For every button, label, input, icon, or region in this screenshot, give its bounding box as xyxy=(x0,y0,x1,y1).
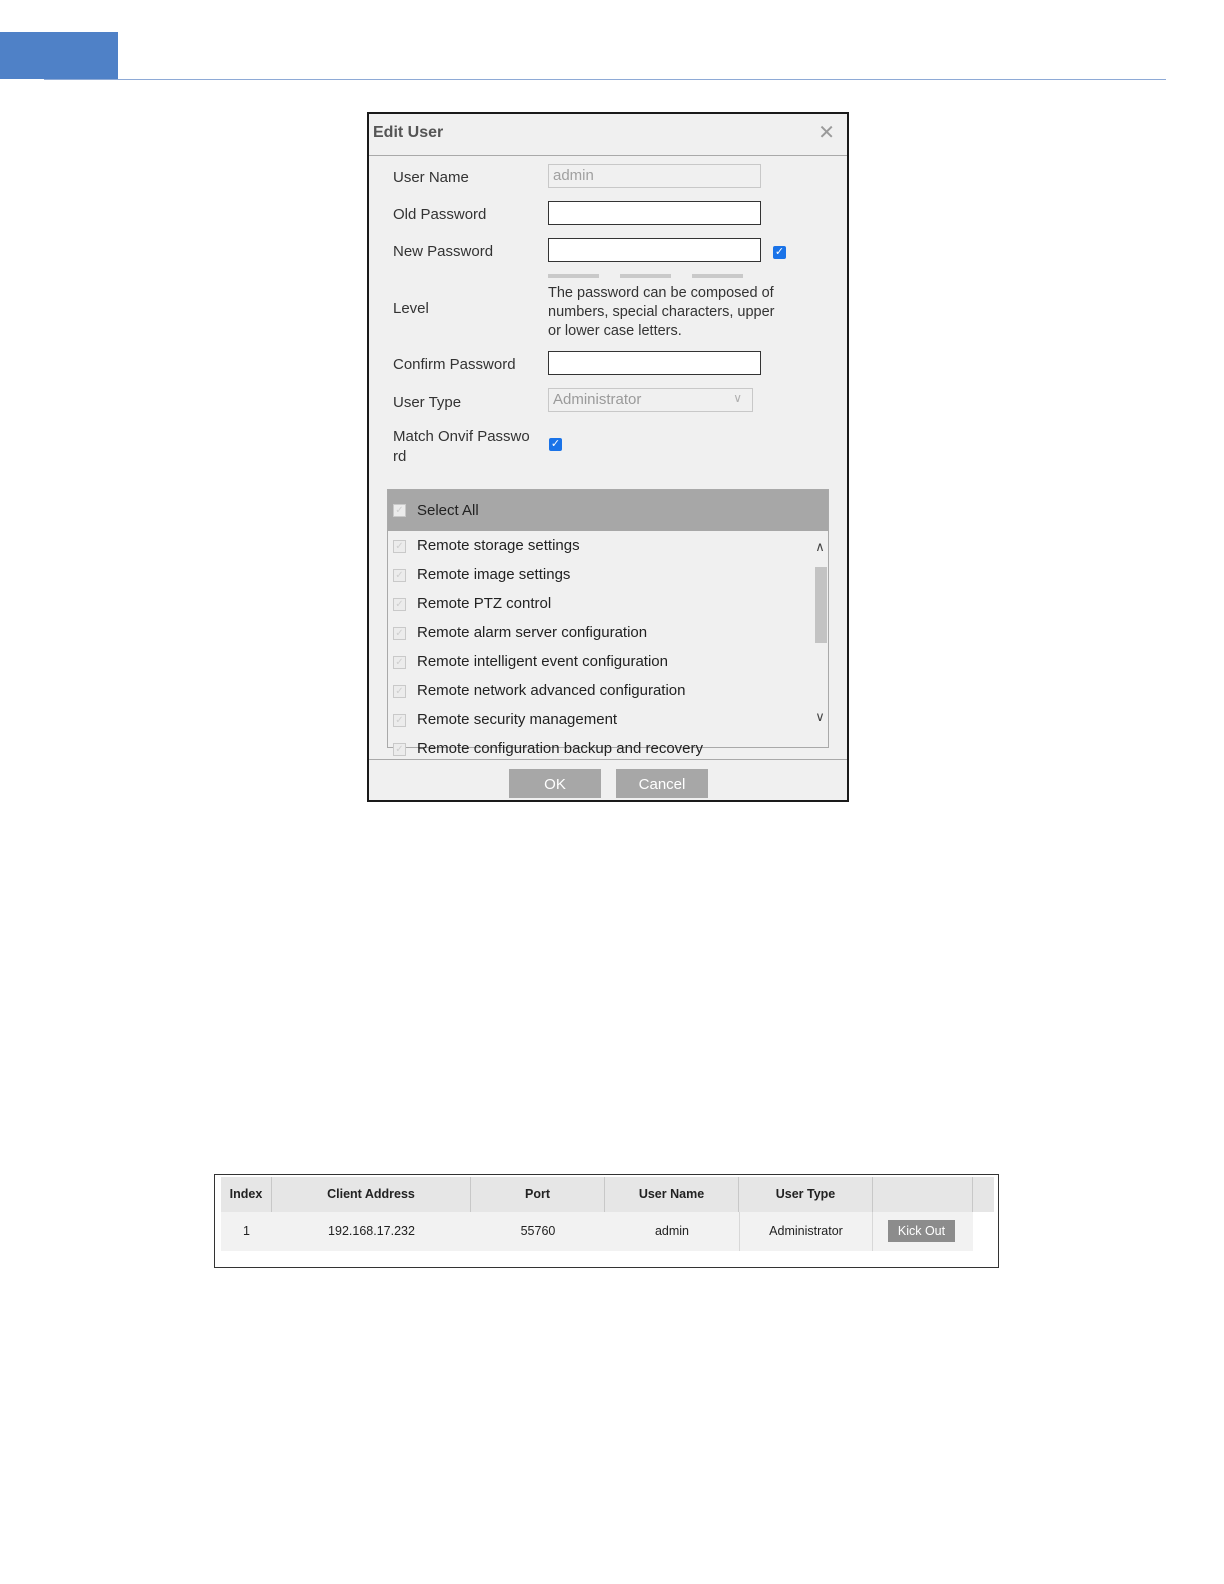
list-item[interactable] xyxy=(388,531,812,560)
permission-label: Remote image settings xyxy=(417,566,571,583)
cell-port: 55760 xyxy=(520,1224,556,1238)
user-type-select[interactable] xyxy=(548,388,753,412)
column-header-client-address: Client Address xyxy=(272,1177,471,1212)
permission-label: Remote security management xyxy=(417,711,618,728)
chevron-down-icon[interactable]: ∨ xyxy=(815,709,825,724)
permission-checkbox[interactable]: ✓ xyxy=(393,656,406,669)
match-onvif-label-line2: rd xyxy=(393,448,407,465)
permission-label: Remote intelligent event configuration xyxy=(417,653,668,670)
permission-checkbox[interactable]: ✓ xyxy=(393,685,406,698)
chevron-up-icon[interactable]: ∧ xyxy=(815,539,825,554)
user-type-value: Administrator xyxy=(553,391,642,408)
strength-bar-weak xyxy=(548,274,599,278)
permission-label: Remote configuration backup and recovery xyxy=(417,740,703,757)
table-row xyxy=(221,1212,973,1251)
list-item[interactable] xyxy=(388,618,812,647)
chevron-down-icon: ∨ xyxy=(733,391,742,405)
select-all-label: Select All xyxy=(417,502,479,519)
column-header-user-name: User Name xyxy=(605,1177,739,1212)
password-hint: The password can be composed of numbers, special characters, upper or lower case letters. xyxy=(548,285,775,339)
list-item[interactable] xyxy=(388,560,812,589)
level-label: Level xyxy=(393,300,429,317)
permission-label: Remote alarm server configuration xyxy=(417,624,648,641)
list-item[interactable] xyxy=(388,676,812,705)
dialog-title-bar xyxy=(369,114,847,156)
permission-checkbox[interactable]: ✓ xyxy=(393,627,406,640)
dialog-title: Edit User xyxy=(373,124,444,141)
permission-list-box xyxy=(387,489,829,757)
permission-label: Remote storage settings xyxy=(417,537,580,554)
permission-label: Remote network advanced configuration xyxy=(417,682,686,699)
permission-checkbox[interactable]: ✓ xyxy=(393,743,406,756)
show-password-checkbox[interactable]: ✓ xyxy=(774,246,785,258)
cell-index: 1 xyxy=(243,1224,250,1238)
column-header-user-type: User Type xyxy=(739,1177,873,1212)
page-header-rule xyxy=(44,79,1166,80)
list-item[interactable] xyxy=(388,589,812,618)
kick-out-button[interactable]: Kick Out xyxy=(888,1220,955,1242)
strength-bar-strong xyxy=(692,274,743,278)
list-item[interactable] xyxy=(388,647,812,676)
confirm-password-input[interactable] xyxy=(548,351,761,375)
permission-list-header xyxy=(388,490,828,531)
permission-checkbox[interactable]: ✓ xyxy=(393,540,406,553)
ok-button[interactable]: OK xyxy=(509,769,601,798)
user-name-label: User Name xyxy=(393,169,469,186)
permission-list[interactable] xyxy=(388,531,812,757)
column-header-index: Index xyxy=(221,1177,272,1212)
close-icon[interactable]: ✕ xyxy=(818,122,835,144)
match-onvif-checkbox[interactable]: ✓ xyxy=(550,438,561,450)
new-password-input[interactable] xyxy=(548,238,761,262)
confirm-password-label: Confirm Password xyxy=(393,356,516,373)
cell-user-name: admin xyxy=(654,1224,690,1238)
list-item[interactable] xyxy=(388,705,812,734)
dialog-footer-divider xyxy=(369,759,847,760)
online-users-table xyxy=(214,1174,999,1268)
permission-checkbox[interactable]: ✓ xyxy=(393,569,406,582)
select-all-checkbox[interactable]: ✓ xyxy=(393,504,406,517)
strength-bar-medium xyxy=(620,274,671,278)
user-type-label: User Type xyxy=(393,394,462,411)
new-password-label: New Password xyxy=(393,243,494,260)
old-password-label: Old Password xyxy=(393,206,487,223)
permission-checkbox[interactable]: ✓ xyxy=(393,714,406,727)
scroll-thumb[interactable] xyxy=(815,567,827,643)
cell-client-address: 192.168.17.232 xyxy=(328,1224,415,1238)
user-name-field: admin xyxy=(548,164,761,188)
permission-checkbox[interactable]: ✓ xyxy=(393,598,406,611)
permission-label: Remote PTZ control xyxy=(417,595,552,612)
cancel-button[interactable]: Cancel xyxy=(616,769,708,798)
match-onvif-label-line1: Match Onvif Passwo xyxy=(393,428,530,445)
column-header-port: Port xyxy=(471,1177,605,1212)
edit-user-dialog xyxy=(367,112,849,802)
old-password-input[interactable] xyxy=(548,201,761,225)
cell-user-type: Administrator xyxy=(739,1212,873,1251)
match-onvif-label xyxy=(393,427,530,467)
permission-scrollbar[interactable] xyxy=(812,531,828,747)
column-header-action xyxy=(873,1177,973,1212)
table-header xyxy=(221,1177,994,1212)
page-header-block xyxy=(0,32,118,79)
